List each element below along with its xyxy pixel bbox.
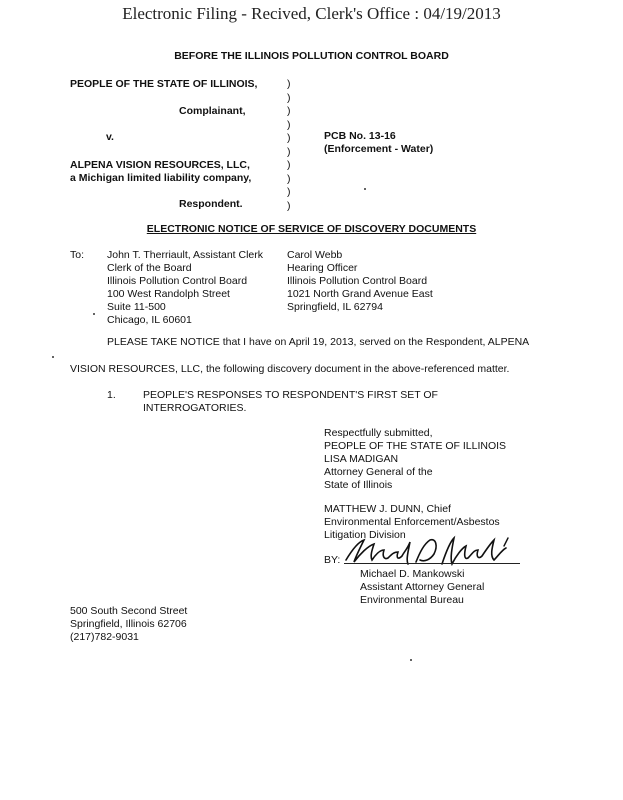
versus-label: v. xyxy=(106,131,114,143)
handwritten-signature xyxy=(338,534,518,570)
signer-title: Assistant Attorney General xyxy=(360,581,485,593)
office-address xyxy=(70,605,187,644)
plaintiff-role: Complainant, xyxy=(179,105,246,117)
recipient-line: 1021 North Grand Avenue East xyxy=(287,288,433,300)
notice-body-line2: VISION RESOURCES, LLC, the following discovery document in the above-referenced matter. xyxy=(70,363,510,375)
recipient-line: Suite 11-500 xyxy=(107,301,166,313)
caption-bracket: ) xyxy=(287,132,291,144)
caption-bracket: ) xyxy=(287,199,291,212)
item-line: PEOPLE'S RESPONSES TO RESPONDENT'S FIRST SET OF xyxy=(143,389,438,401)
recipient-line: Chicago, IL 60601 xyxy=(107,314,192,326)
item-number: 1. xyxy=(107,389,116,401)
stray-mark xyxy=(52,356,54,358)
party-name: PEOPLE OF THE STATE OF ILLINOIS xyxy=(324,440,507,452)
by-label: BY: xyxy=(324,554,341,566)
caption-bracket-column xyxy=(287,78,291,213)
attorney-general-name: LISA MADIGAN xyxy=(324,453,399,465)
plaintiff-name: PEOPLE OF THE STATE OF ILLINOIS, xyxy=(70,78,258,90)
caption-bracket: ) xyxy=(287,118,291,131)
item-text xyxy=(143,389,438,415)
defendant-description: a Michigan limited liability company, xyxy=(70,172,252,184)
attorney-general-title: State of Illinois xyxy=(324,479,393,491)
signature-line xyxy=(344,563,520,564)
case-number: PCB No. 13-16 xyxy=(324,130,396,142)
caption-bracket: ) xyxy=(287,91,291,104)
recipient-line: Clerk of the Board xyxy=(107,262,192,274)
recipient-line: John T. Therriault, Assistant Clerk xyxy=(107,249,264,261)
recipient-line: Carol Webb xyxy=(287,249,343,261)
recipient-line: Hearing Officer xyxy=(287,262,358,274)
caption-bracket: ) xyxy=(287,78,291,90)
stray-mark xyxy=(93,313,95,315)
recipient-line: 100 West Randolph Street xyxy=(107,288,230,300)
case-type: (Enforcement - Water) xyxy=(324,143,434,155)
caption-bracket: ) xyxy=(287,105,291,117)
phone-number: (217)782-9031 xyxy=(70,631,139,643)
address-line: 500 South Second Street xyxy=(70,605,188,617)
recipient-line: Illinois Pollution Control Board xyxy=(287,275,428,287)
recipient-hearing-officer xyxy=(287,249,433,314)
caption-bracket: ) xyxy=(287,172,291,185)
stray-mark xyxy=(364,188,366,190)
attorney-general-title: Attorney General of the xyxy=(324,466,433,478)
defendant-name: ALPENA VISION RESOURCES, LLC, xyxy=(70,159,250,171)
item-line: INTERROGATORIES. xyxy=(143,402,247,414)
caption-bracket: ) xyxy=(287,159,291,171)
signature-block xyxy=(324,427,506,492)
caption-bracket: ) xyxy=(287,186,291,198)
signer-title: Environmental Bureau xyxy=(360,594,464,606)
notice-body-line1: PLEASE TAKE NOTICE that I have on April 19, 2013, served on the Respondent, ALPENA xyxy=(107,336,530,348)
to-label: To: xyxy=(70,249,85,261)
notice-title: ELECTRONIC NOTICE OF SERVICE OF DISCOVERY DOCUMENTS xyxy=(146,223,477,235)
caption-bracket: ) xyxy=(287,145,291,158)
defendant-role: Respondent. xyxy=(179,198,243,210)
recipient-line: Illinois Pollution Control Board xyxy=(107,275,248,287)
signer-block xyxy=(360,568,484,607)
signer-name: Michael D. Mankowski xyxy=(360,568,465,580)
division-title: Environmental Enforcement/Asbestos xyxy=(324,516,500,528)
closing: Respectfully submitted, xyxy=(324,427,433,439)
division-title: Litigation Division xyxy=(324,529,406,541)
stray-mark xyxy=(410,659,412,661)
board-heading: BEFORE THE ILLINOIS POLLUTION CONTROL BOARD xyxy=(174,50,449,62)
address-line: Springfield, Illinois 62706 xyxy=(70,618,187,630)
filing-stamp: Electronic Filing - Recived, Clerk's Office : 04/19/2013 xyxy=(122,4,501,23)
division-chief-name: MATTHEW J. DUNN, Chief xyxy=(324,503,451,515)
recipient-clerk xyxy=(107,249,263,327)
recipient-line: Springfield, IL 62794 xyxy=(287,301,383,313)
